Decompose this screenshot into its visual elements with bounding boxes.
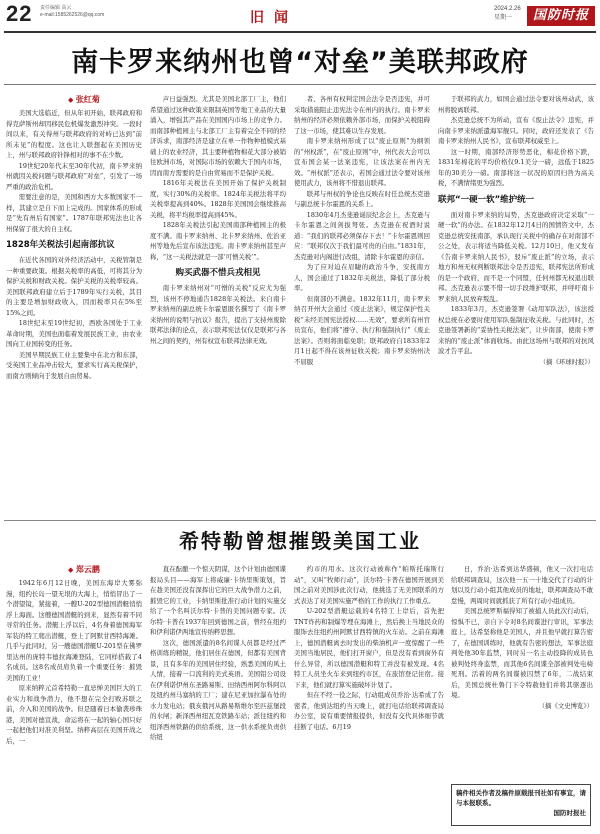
article1-column-2 [150,94,286,516]
date-text: 2024.2.26 [494,6,521,12]
paragraph: 需要注意的是，美国和西方大多数国家不一样，其建立是自下而上完成的。国家体系的形成是“先有州后有国家”。1787年联邦宪法也让各州保留了很大的自主权。 [6,193,142,233]
paragraph: 1830年4月杰斐逊诞辰纪念会上，杰克逊与卡尔霍恩之间剑拔弩张。杰克逊在祝酒时说道：“我们的联邦必须保存下去！”卡尔霍恩则回应：“联邦仅次于我们最可贵的自由。”1831年，杰克逊对内阁进行改组，清除卡尔霍恩的亲信。 [294,210,430,261]
article1-column-1 [6,108,142,516]
paragraph: 联邦与州权的争论也反映在时任总统杰克逊与副总统卡尔霍恩的关系上。 [294,189,430,208]
paragraph: 在近代各国的对外经济活动中，关税管制是一种重要政策。根据关税率的高低，可将其分为保护关税和财政关税。保护关税的关税率较高。美国联邦政府建立后于1789年实行关税，其目的主要是增加财政收入，因而税率只在5%至15%之间。 [6,256,142,317]
paragraph: 于联邦的武力，如国会通过法令要对该州动武，该州将脱离联邦。 [438,95,594,114]
paragraph: 18世纪末至19世纪初，西欧各国处于工业革命时期，美国也面临着发展民族工业，由农业国向工业国转变的任务。 [6,319,142,348]
article2-column-4 [451,564,593,780]
paragraph: 美国总统罗斯福得知了被捕人员此次行动后，惊惧不已，亲自下令对8名间谍进行审讯，军事法庭上，达希坚称他是美国人，并且他早就打算告密了，在德国训练时，他就有告密的想法，军事法庭判处他30年监禁，同时另一名主动投降的成员也被判处终身监禁，而其他6名间谍全部被判处电椅死刑。活着的两名间谍被囚禁了6年，二战结束后，美国总统杜鲁门下令特赦他们并将其驱逐出境。 [451,607,593,699]
article1-subhead-1: 1828年关税法引起南部抗议 [6,240,115,250]
page-header [0,0,600,34]
paragraph: 面对南卡罗来纳的局势，杰克逊政府决定采取“一硬一软”的办法。在1832年12月4日的国情咨文中，杰克逊总统安抚南部，承认现行关税中的确存在对南部不公之处，表示将适当降低关税。12月10日，他又发布《告南卡罗来纳人民书》，驳斥“废止派”的立场，表示地方和州无权判断联邦法令是否违宪，联邦宪法所形成的是一个政府，而不是一个同盟，任何州都无权退出联邦。杰克逊表示要不惜一切手段维护联邦，并呼吁南卡罗来纳人民放弃叛乱。 [438,210,594,303]
editor-name: 责任编辑 高云 [40,5,72,11]
copyright-notice [451,784,591,826]
paragraph: 1816年关税法在美国开始了保护关税制度，实行30%的关税率。1824年关税法将平均关税率提高到40%。1828年美国国会继续推高关税，将平均税率提高到45%。 [150,179,286,219]
paragraph: 杰克逊总统不为所动，宣布《废止法令》违宪，并向南卡罗来纳派遣海军舰只。同时，政府还发表了《告南卡罗来纳州人民书》，宣布联邦权威至上。 [438,116,594,145]
paragraph: 南卡罗来纳州形成了以“废止原则”为纲领的“州权派”，在“废止原则”中，州代表大会可以宣布国会某一法案违宪，让该法案在州内无效。“州权派”还表示，若国会通过法令要对该州使用武力，该州将不惜退出联邦。 [294,137,430,187]
paragraph: 者、各州有权判定国会法令是否违宪，并可采取措施阻止违宪法令在州内的执行。南卡罗来纳州的经济必须依赖外部市场，而保护关税阻碍了这一市场，使其难以生存发展。 [294,95,430,135]
article2-column-3 [294,564,444,830]
article1-headline: 南卡罗来纳州也曾“对垒”美联邦政府 [71,47,529,78]
article1-byline: ◆ 张红菊 [68,94,100,105]
article2-headline: 希特勒曾想摧毁美国工业 [179,529,421,553]
paragraph: 为了应对迫在眉睫的政治斗争，安抚南方人，国会通过了1832年关税法，降低了部分税率。 [294,263,430,292]
paragraph: 约市的用水。这次行动被称作“帕斯托瑞斯行动”，又叫“牧师行动”，沃尔特·卡普在德国开展到美国之前对美国涉此次行动，他挑选了无美国联系的方式表达了对美国实施严格的工作的执行工作重点。 [294,565,444,605]
article2-column-2 [150,564,286,830]
paragraph: 1833年3月，杰克逊签署《动用军队法》，该法授权总统在必要时使用军队强制征收关税。与此同时，杰克逊签署新的“妥协性关税法案”，让步南部，使南卡罗来纳的“废止派”体面收场。由此这场州与联邦的对抗风波才告平息。 [438,305,594,355]
paragraph: 美国早期民族工业主要集中在北方和东部，受英国工业品冲击较大，要求实行高关税保护，而南方则倾向于发展自由贸易。 [6,350,142,380]
article1-subhead-2: 购买武器不惜兵戎相见 [175,268,261,278]
paragraph: 这次，德国派遣的8名间谍人员都是经过严格训练的精锐，他们居住在德国，但都有美国背景，且有多年的美国居住经验，熟悉美国的风土人情，接着一口流利的美式英语。美国铝公司设在伊利诺伊州东圣路易斯、田纳西州阿尔科阿以及纽约州马塞纳的工厂；建在尼亚加拉瀑布处的水力发电站；俄亥俄河从路易斯维尔至匹兹堡段的水闸；新泽西州纽瓦克铁路车站；派往纽约和纽泽西州铁路的供给系统，这一供水系统负责供给纽 [150,638,286,741]
editor-info [40,5,104,19]
paragraph: 19世纪20年代末至30年代初，南卡罗来纳州就因关税问题与联邦政府“对垒”，引发了一场严重的政治危机。 [6,161,142,191]
paragraph: 声日益强烈。尤其是美国北部工厂主，他们希望通过这种政策来限制英国等地工业品的大量涌入，增强其产品在美国国内市场上的竞争力。而南部种植园主与北部工厂主有着完全不同的经济诉求，南部经济是建立在单一作物种植模式基础上的农业经济，其主要种植物棉花大部分被销往欧洲市场，对国际市场的依赖大于国内市场，因而南方需要的是自由贸易而不是保护关税。 [150,95,286,177]
article1-source: （摘《环球时报》） [539,357,594,366]
paragraph: 直在酝酿一个惊天阴谋，这个计划由德国谍报局头目——海军上将威廉·卡纳里斯策划，旨在趁美国还没有深挥出它的巨大战争潜力之前，摧毁它的工业，卡纳里斯批准行动计划的实施交给了一个名叫沃尔特·卡普的美国问题专家。沃尔特·卡普在1937年回到德国之前，曾经在纽约和伊利诺伊两地宣传纳粹思想。 [150,565,286,636]
article1-column-4 [438,94,594,516]
notice-text: 稿件相关作者及稿件原载报刊社如有事宜，请与本报联系。 [456,789,586,807]
newspaper-logo: 国防时报 [527,6,595,26]
issue-date [494,5,521,23]
paragraph: U-202型潜艇运载的4名特工上岸后，首先把TNT炸药和制爆等埋在海滩上，然后换上当地民众的服饰去往纽约州阿默甘西特镇的火车站。之前在海滩上，德国潜艇离去时发出的柴油机声一度惊醒了一些美国当地居民，他们打开窗户，但是没有看到窗外有什么异常，所以德国潜艇和特工并没有被发现。4名特工人员坐火车来到纽约市区，在旅馆登记住宿。接下来，他们就打算实施破坏计划了。 [294,607,444,689]
paragraph: 日，乔治·达希到达华盛顿，他又一次打电话给联邦调查局，这次他一五一十地交代了行动的计划以及行动小组其他成员的地址，联邦调查局不敢怠慢，两周时间就抓获了所有行动小组成员。 [451,565,593,605]
article2-source: （摘《文史博览》） [538,701,593,710]
paragraph: 1942年6月12日晚，美国东海岸大雾弥漫，纽约长岛一望无垠的大海上，悄悄冒出了一个潜望镜，紧接着，一艘U-202型德国潜艇悄悄浮上海面。这艘德国潜艇的到来，显然有着不同寻常的任务。潜艇上浮以后，4名身着德国海军军装的特工爬出潜艇，登上了阿默甘西特海滩。几乎与此同时，另一艘德国潜艇U-201型在佛罗里达州的庞特韦德拉海滩登陆，它同样搭载了4名成员。这8名成员肩负着一个重要任务：摧毁美国的工业！ [6,579,142,682]
article2-byline: ◆ 郑云鹏 [68,564,100,575]
paragraph: 原来纳粹元首希特勒一直忌惮美国巨大的工业实力和战争潜力，他不想在完全打败苏联之前，介入和美国的战争。但是随着日本偷袭珍珠港，美国对德宣战，命运将在一起的轴心国只好一起把他们对准美利坚。纳粹高层在美国开战之后，一 [6,684,142,745]
article-divider [4,520,596,521]
section-title: 旧闻 [250,10,298,26]
paragraph: 这一时期，南部经济形势恶化，棉花价格下跌，1831年棉花的平均价格仅9.1美分一磅，远低于1825年的30美分一磅。南部将这一状况的原因归咎为高关税，不满情绪更为强烈。 [438,147,594,187]
editor-email: e-mail:1585262526@qq.com [40,12,105,18]
weekday-text: 星期一 [494,15,513,21]
page-number: 22 [6,1,33,26]
paragraph: 但在不经一役之际，行动组成员乔治·达希成了告密者，他到达纽约当天晚上，就打电话给联邦调查局办公室，说有重要情报提供，但没有交代具体细节就挂断了电话。6月19 [294,691,444,731]
headline-divider [4,84,596,85]
article1-column-3 [294,94,430,516]
article2-column-1 [6,578,142,830]
paragraph: 1828年关税法引起美国南部种植园主的极度不满。南卡罗来纳州、北卡罗来纳州、佐治亚州等地先后宣布该法违宪。南卡罗来纳州甚至声称，“这一关税法就是一部‘可憎关税’”。 [150,221,286,261]
paragraph: 但南部仍不满意。1832年11月，南卡罗来纳召开州大会通过《废止法案》，规定保护性关税“未经美国宪法授权……无效”，要求所有州官员宣布，他们将“遵守、执行和强制执行”《废止法案》。否则将面临免职；联邦政府自1833年2月1日起不得在该州征收关税；南卡罗来纳州决不屈服 [294,294,430,366]
paragraph: 南卡罗来纳州对“可憎的关税”反应尤为强烈，该州不停地通告1828年关税法。来自南卡罗来纳州的副总统卡尔霍恩匿名撰写了《南卡罗来纳州的说明与抗议》报告，提出了支持州废除联邦法律的论点，表示联邦宪法仅仅是联邦与各州之间的契约，州有权宣布联邦法律无效。 [150,284,286,345]
header-divider [4,31,596,33]
article1-subhead-3: 联邦“一硬一软”维护统一 [438,194,535,205]
notice-signature: 国防时报社 [553,809,586,817]
paragraph: 美国大选临近，但从年初开始，联邦政府和得克萨斯州却因移民危机爆发激烈冲突。一段时间以来，有关得州与联邦政府的对峙已达到“前所未见”的程度。这也让人联想起在美国历史上，州与联邦政府针锋相对的事不在少数。 [6,109,142,159]
